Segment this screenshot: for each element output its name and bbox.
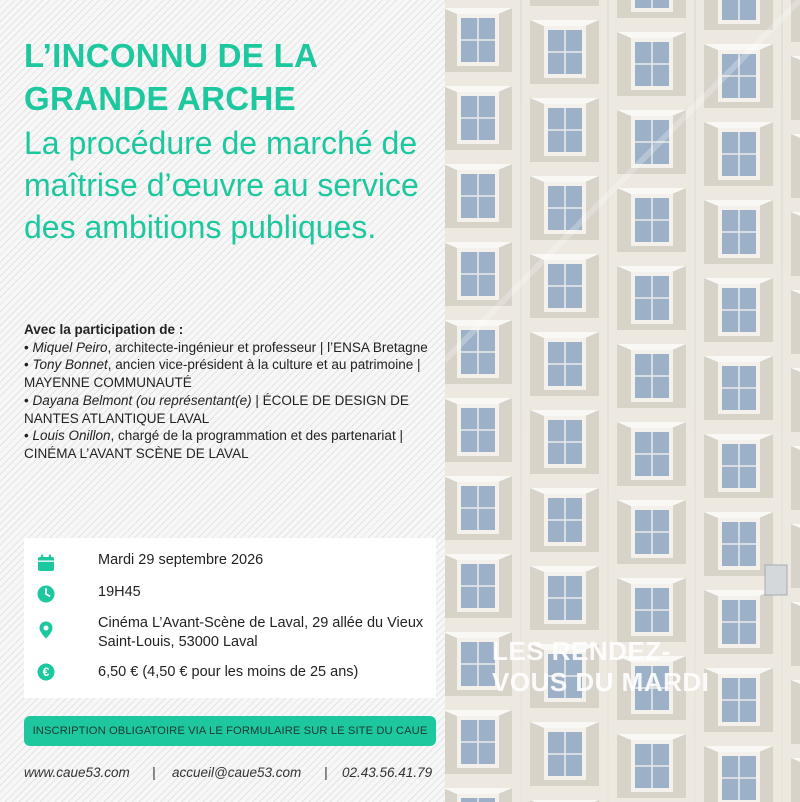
participant-detail: | ÉCOLE DE DESIGN DE NANTES ATLANTIQUE LAVAL — [24, 392, 409, 426]
series-title: LES RENDEZ-VOUS DU MARDI — [492, 636, 710, 697]
location-pin-icon — [36, 620, 56, 640]
participant-detail: , ancien vice-président à la culture et au patrimoine | MAYENNE COMMUNAUTÉ — [24, 357, 421, 391]
event-price: 6,50 € (4,50 € pour les moins de 25 ans) — [98, 664, 359, 680]
footer-separator: | — [152, 765, 156, 780]
participant-name: Louis Onillon — [32, 428, 111, 444]
sub-title: La procédure de marché de maîtrise d’œuvre au service des ambitions publiques. — [24, 125, 419, 245]
participant-item: • Dayana Belmont (ou représentant(e) | ÉCOLE DE DESIGN DE NANTES ATLANTIQUE LAVAL — [24, 392, 409, 426]
main-title: L’INCONNU DE LA GRANDE ARCHE — [24, 37, 317, 117]
website-link[interactable]: www.caue53.com — [24, 765, 130, 780]
registration-banner[interactable]: INSCRIPTION OBLIGATOIRE VIA LE FORMULAIRE SUR LE SITE DU CAUE — [24, 716, 436, 746]
email-link[interactable]: accueil@caue53.com — [172, 765, 302, 780]
clock-icon — [36, 584, 56, 604]
participant-name: Miquel Peiro — [32, 339, 108, 355]
title-block — [24, 34, 434, 248]
participant-item: • Tony Bonnet, ancien vice-président à la culture et au patrimoine | MAYENNE COMMUNAUTÉ — [24, 357, 421, 391]
event-time: 19H45 — [98, 584, 141, 600]
participants-section — [24, 321, 436, 463]
event-place: Cinéma L’Avant-Scène de Laval, 29 allée du Vieux Saint-Louis, 53000 Laval — [98, 615, 424, 650]
participant-detail: , architecte-ingénieur et professeur | l’ENSA Bretagne — [107, 339, 428, 355]
participant-name: Tony Bonnet — [32, 357, 108, 373]
svg-text:€: € — [42, 665, 50, 680]
participants-heading: Avec la participation de : — [24, 322, 184, 337]
calendar-icon — [36, 553, 56, 573]
event-date: Mardi 29 septembre 2026 — [98, 552, 264, 568]
phone-number[interactable]: 02.43.56.41.79 — [342, 765, 433, 780]
participant-name: Dayana Belmont (ou représentant(e) — [32, 392, 252, 408]
footer-separator: | — [324, 765, 328, 780]
participant-detail: , chargé de la programmation et des partenariat | CINÉMA L’AVANT SCÈNE DE LAVAL — [24, 428, 403, 461]
event-info-card — [24, 538, 436, 698]
participant-item: • Miquel Peiro, architecte-ingénieur et professeur | l’ENSA Bretagne — [24, 339, 428, 355]
euro-icon — [36, 662, 56, 682]
participant-item: • Louis Onillon, chargé de la programmation et des partenariat | CINÉMA L’AVANT SCÈNE DE LAVAL — [24, 428, 403, 461]
